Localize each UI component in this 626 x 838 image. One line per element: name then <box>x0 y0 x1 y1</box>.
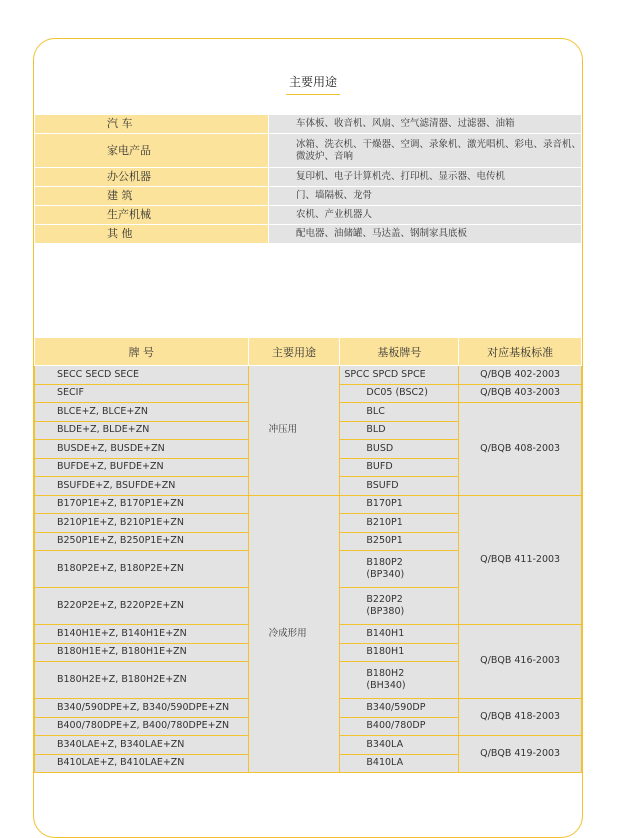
grade-cell: B210P1E+Z, B210P1E+ZN <box>35 514 249 533</box>
grades-table <box>34 337 582 773</box>
base-cell: BUFD <box>340 458 459 477</box>
grade-cell: B180H1E+Z, B180H1E+ZN <box>35 643 249 662</box>
base-grade-alias: (BP380) <box>366 606 405 617</box>
base-cell: B250P1 <box>340 532 459 551</box>
usage-items: 配电器、油储罐、马达盖、钢制家具底板 <box>269 225 582 244</box>
base-cell <box>340 551 459 588</box>
base-cell: B340/590DP <box>340 699 459 718</box>
base-grade-alias: (BH340) <box>366 680 406 691</box>
grade-cell: B340LAE+Z, B340LAE+ZN <box>35 736 249 755</box>
usage-items: 农机、产业机器人 <box>269 206 582 225</box>
grade-cell: SECC SECD SECE <box>35 366 249 385</box>
usage-items: 冰箱、洗衣机、干燥器、空调、录象机、激光唱机、彩电、录音机、微波炉、音响 <box>269 134 582 168</box>
grade-cell: B340/590DPE+Z, B340/590DPE+ZN <box>35 699 249 718</box>
use-cell: 冷成形用 <box>248 495 340 773</box>
usage-category: 家电产品 <box>35 134 269 168</box>
grade-cell: B400/780DPE+Z, B400/780DPE+ZN <box>35 717 249 736</box>
usage-category: 办公机器 <box>35 168 269 187</box>
base-cell: SPCC SPCD SPCE <box>340 366 459 385</box>
base-cell: B210P1 <box>340 514 459 533</box>
usage-items: 门、墙隔板、龙骨 <box>269 187 582 206</box>
grade-cell: BSUFDE+Z, BSUFDE+ZN <box>35 477 249 496</box>
usage-row <box>35 168 582 187</box>
header-use: 主要用途 <box>248 338 340 366</box>
usage-category: 生产机械 <box>35 206 269 225</box>
standard-cell: Q/BQB 418-2003 <box>459 699 582 736</box>
base-cell: B400/780DP <box>340 717 459 736</box>
grades-header-row <box>35 338 582 366</box>
base-grade-alias: (BP340) <box>366 569 405 580</box>
grade-cell: BUSDE+Z, BUSDE+ZN <box>35 440 249 459</box>
grade-cell: BLCE+Z, BLCE+ZN <box>35 403 249 422</box>
usage-items: 复印机、电子计算机壳、打印机、显示器、电传机 <box>269 168 582 187</box>
standard-cell: Q/BQB 416-2003 <box>459 625 582 699</box>
usage-category: 建 筑 <box>35 187 269 206</box>
base-cell <box>340 588 459 625</box>
standard-cell: Q/BQB 402-2003 <box>459 366 582 385</box>
grade-cell: BUFDE+Z, BUFDE+ZN <box>35 458 249 477</box>
usage-row <box>35 187 582 206</box>
base-grade-line: B180P2 <box>366 556 403 568</box>
standard-cell: Q/BQB 403-2003 <box>459 384 582 403</box>
base-cell: BSUFD <box>340 477 459 496</box>
grade-cell: B250P1E+Z, B250P1E+ZN <box>35 532 249 551</box>
usage-category: 汽 车 <box>35 115 269 134</box>
usage-row <box>35 134 582 168</box>
base-cell: B170P1 <box>340 495 459 514</box>
standard-cell: Q/BQB 408-2003 <box>459 403 582 496</box>
grade-cell: B170P1E+Z, B170P1E+ZN <box>35 495 249 514</box>
usage-items: 车体板、收音机、风扇、空气滤清器、过滤器、油箱 <box>269 115 582 134</box>
table-row <box>35 495 582 514</box>
usage-row <box>35 115 582 134</box>
grade-cell: SECIF <box>35 384 249 403</box>
base-cell: BUSD <box>340 440 459 459</box>
usage-table <box>34 114 582 244</box>
base-cell: BLD <box>340 421 459 440</box>
standard-cell: Q/BQB 419-2003 <box>459 736 582 773</box>
base-grade-line: B220P2 <box>366 593 403 605</box>
usage-category: 其 他 <box>35 225 269 244</box>
base-cell: B340LA <box>340 736 459 755</box>
header-grade: 牌 号 <box>35 338 249 366</box>
base-cell: B410LA <box>340 754 459 773</box>
grade-cell: B180H2E+Z, B180H2E+ZN <box>35 662 249 699</box>
use-cell: 冲压用 <box>248 366 340 496</box>
table-row <box>35 366 582 385</box>
section-title: 主要用途 <box>0 73 626 95</box>
grade-cell: B220P2E+Z, B220P2E+ZN <box>35 588 249 625</box>
base-cell: BLC <box>340 403 459 422</box>
grade-cell: B140H1E+Z, B140H1E+ZN <box>35 625 249 644</box>
grade-cell: BLDE+Z, BLDE+ZN <box>35 421 249 440</box>
standard-cell: Q/BQB 411-2003 <box>459 495 582 625</box>
header-base-grade: 基板牌号 <box>340 338 459 366</box>
grade-cell: B180P2E+Z, B180P2E+ZN <box>35 551 249 588</box>
usage-row <box>35 225 582 244</box>
base-cell <box>340 662 459 699</box>
header-standard: 对应基板标准 <box>459 338 582 366</box>
base-cell: DC05 (BSC2) <box>340 384 459 403</box>
base-cell: B180H1 <box>340 643 459 662</box>
grade-cell: B410LAE+Z, B410LAE+ZN <box>35 754 249 773</box>
base-cell: B140H1 <box>340 625 459 644</box>
usage-row <box>35 206 582 225</box>
base-grade-line: B180H2 <box>366 667 405 679</box>
